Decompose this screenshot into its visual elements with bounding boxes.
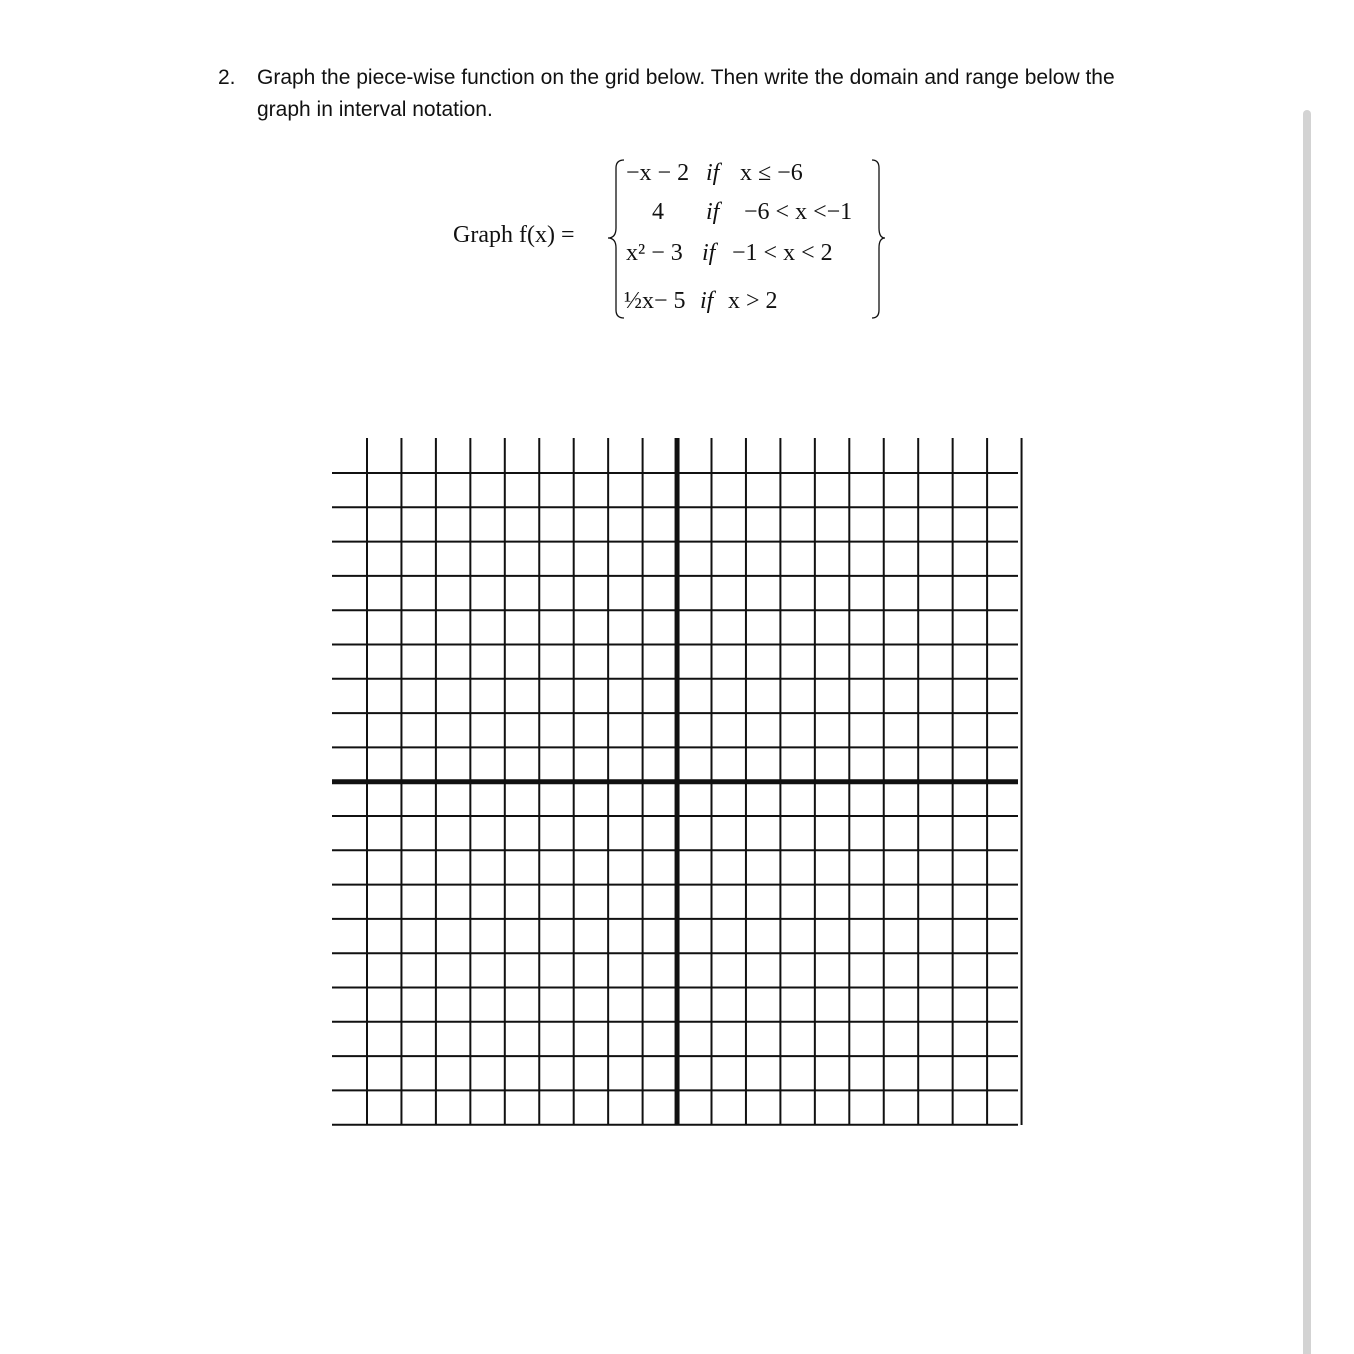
piece-1-condition: x ≤ −6 [740, 160, 803, 186]
question-number: 2. [218, 66, 236, 89]
left-brace [608, 160, 624, 318]
piece-1-if: if [706, 160, 720, 186]
scrollbar[interactable] [1303, 110, 1311, 1354]
function-label: Graph f(x) = [453, 222, 575, 248]
coordinate-grid [332, 438, 1022, 1125]
piece-3-condition: −1 < x < 2 [732, 240, 833, 266]
piece-3-if: if [702, 240, 716, 266]
piece-1-expression: −x − 2 [626, 160, 690, 186]
question-line-1: Graph the piece-wise function on the grid below. Then write the domain and range below the [257, 66, 1115, 89]
question-line-2: graph in interval notation. [257, 98, 493, 121]
right-brace [872, 160, 885, 318]
piece-4-condition: x > 2 [728, 288, 778, 314]
piece-4-if: if [700, 288, 714, 314]
piece-3-expression: x² − 3 [626, 240, 683, 266]
piece-2-if: if [706, 199, 720, 225]
piece-4-expression: ½x− 5 [624, 288, 686, 314]
piece-2-expression: 4 [652, 199, 664, 225]
piece-2-condition: −6 < x <−1 [744, 199, 853, 225]
